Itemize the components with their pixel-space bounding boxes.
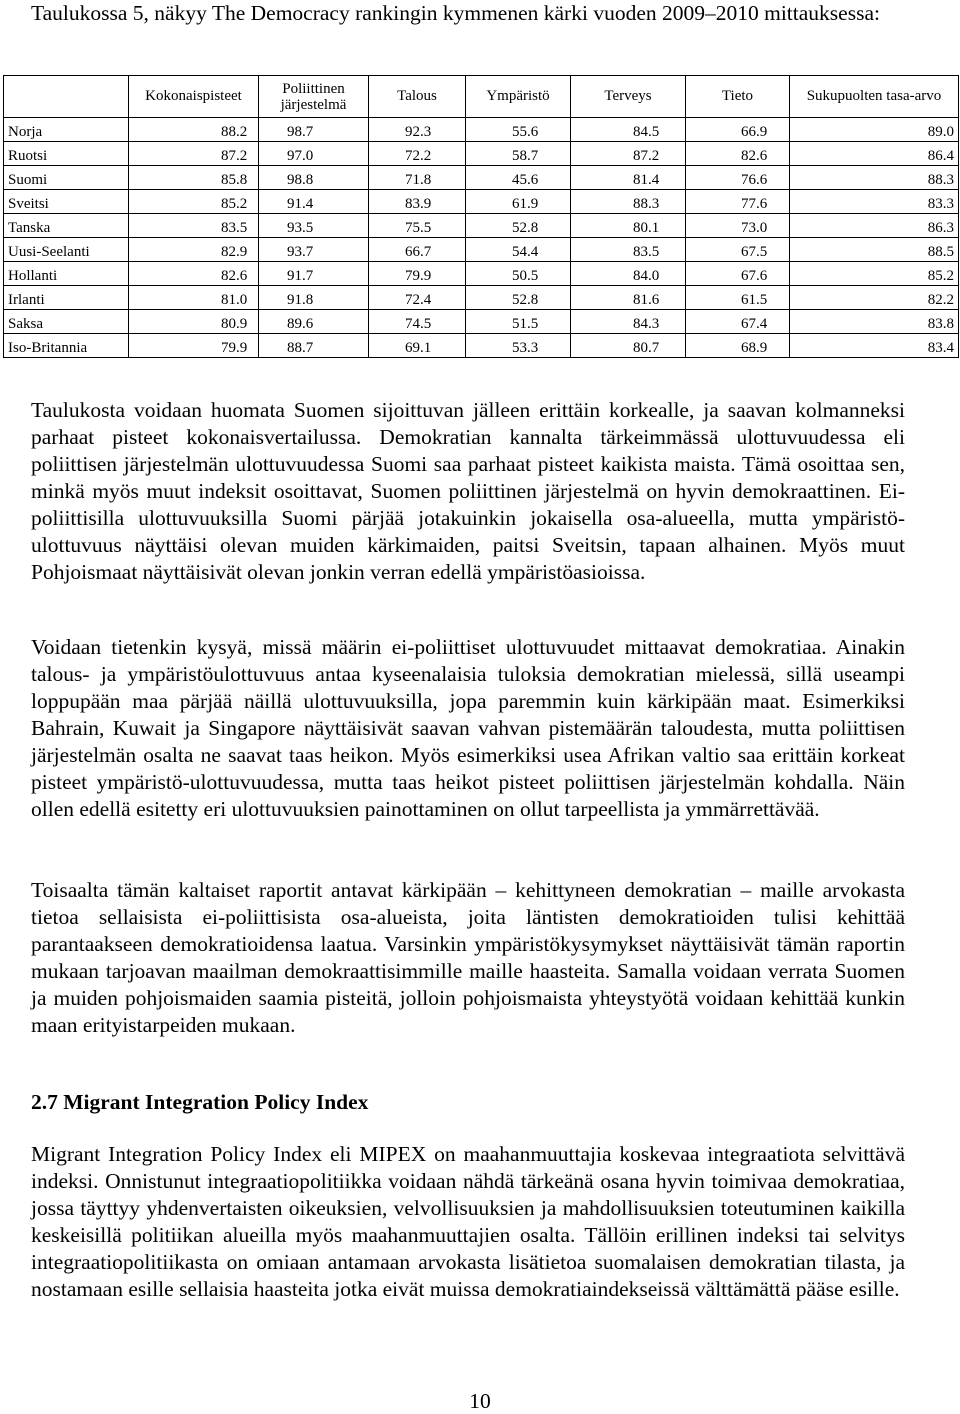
knowledge-cell: 82.6 (686, 142, 790, 166)
knowledge-cell: 61.5 (686, 286, 790, 310)
total-cell: 82.9 (129, 238, 259, 262)
economy-cell: 74.5 (369, 310, 466, 334)
total-cell: 80.9 (129, 310, 259, 334)
table-row (4, 310, 959, 334)
gender-cell: 86.3 (790, 214, 959, 238)
political-cell: 91.4 (259, 190, 369, 214)
environment-cell: 51.5 (466, 310, 571, 334)
header-economy: Talous (369, 76, 466, 118)
health-cell: 84.3 (571, 310, 686, 334)
table-intro-text: Taulukossa 5, näkyy The Democracy rankingin kymmenen kärki vuoden 2009–2010 mittauksessa: (31, 1, 880, 25)
environment-cell: 52.8 (466, 286, 571, 310)
gender-cell: 85.2 (790, 262, 959, 286)
table-row (4, 214, 959, 238)
environment-cell: 61.9 (466, 190, 571, 214)
gender-cell: 83.4 (790, 334, 959, 358)
environment-cell: 52.8 (466, 214, 571, 238)
table-row (4, 190, 959, 214)
paragraph-4: Migrant Integration Policy Index eli MIPEX on maahanmuuttajia koskevaa integraatiota selvittävä indeksi. Onnistunut integraatiopolitiikka voidaan nähdä tärkeänä osana hyvin toimivaa demokratiaa, jossa täyttyy yhdenvertaisten oikeuksien, velvollisuuksien ja mahdollisuuksien toteutuminen kaikilla keskeisillä politiikan alueilla myös maahanmuuttajien osalta. Tällöin erillinen indeksi tai selvitys integraatiopolitiikasta on omiaan antamaan arvokasta lisätietoa suomalaisen demokratian tilasta, ja nostamaan esille sellaisia haasteita jotka eivät muissa demokratiaindekseissä välttämättä pääse esille. (31, 1142, 905, 1301)
country-cell: Saksa (4, 310, 129, 334)
header-environment: Ympäristö (466, 76, 571, 118)
political-cell: 91.7 (259, 262, 369, 286)
total-cell: 81.0 (129, 286, 259, 310)
gender-cell: 86.4 (790, 142, 959, 166)
economy-cell: 66.7 (369, 238, 466, 262)
country-cell: Iso-Britannia (4, 334, 129, 358)
knowledge-cell: 77.6 (686, 190, 790, 214)
political-cell: 91.8 (259, 286, 369, 310)
paragraph-3: Toisaalta tämän kaltaiset raportit antavat kärkipään – kehittyneen demokratian – maille arvokasta tietoa sellaisista ei-poliittisista osa-alueista, joita läntisten demokratioiden tulisi kehittää parantaakseen demokratioidensa laatua. Varsinkin ympäristökysymykset näyttäisivät tämän raportin mukaan tarjoavan maailman demokraattisimmille maille haasteita. Samalla voidaan verrata Suomen ja muiden pohjoismaiden saamia pisteitä, jolloin pohjoismaista yhteystyötä voidaan kehittää kunkin maan erityistarpeiden mukaan. (31, 878, 905, 1037)
country-cell: Ruotsi (4, 142, 129, 166)
political-cell: 98.7 (259, 118, 369, 142)
environment-cell: 55.6 (466, 118, 571, 142)
table-row (4, 286, 959, 310)
table-row (4, 118, 959, 142)
header-political-system (259, 76, 369, 118)
health-cell: 83.5 (571, 238, 686, 262)
total-cell: 85.8 (129, 166, 259, 190)
democracy-ranking-table (3, 75, 959, 358)
economy-cell: 71.8 (369, 166, 466, 190)
table-row (4, 238, 959, 262)
economy-cell: 83.9 (369, 190, 466, 214)
total-cell: 83.5 (129, 214, 259, 238)
country-cell: Uusi-Seelanti (4, 238, 129, 262)
page-number: 10 (469, 1389, 491, 1413)
header-political-line1: Poliittinen (282, 80, 345, 97)
economy-cell: 72.4 (369, 286, 466, 310)
political-cell: 89.6 (259, 310, 369, 334)
health-cell: 87.2 (571, 142, 686, 166)
table-header-row (4, 76, 959, 118)
header-health: Terveys (571, 76, 686, 118)
environment-cell: 45.6 (466, 166, 571, 190)
header-knowledge: Tieto (686, 76, 790, 118)
country-cell: Irlanti (4, 286, 129, 310)
knowledge-cell: 68.9 (686, 334, 790, 358)
economy-cell: 72.2 (369, 142, 466, 166)
country-cell: Norja (4, 118, 129, 142)
total-cell: 79.9 (129, 334, 259, 358)
paragraph-2: Voidaan tietenkin kysyä, missä määrin ei-poliittiset ulottuvuudet mittaavat demokratiaa. Ainakin talous- ja ympäristöulottuvuus antaa kyseenalaisia tuloksia demokratian mielessä, sillä useampi loppupään maa pärjää näillä ulottuvuuksilla, jopa paremmin kuin kärkipään maat. Esimerkiksi Bahrain, Kuwait ja Singapore näyttäisivät saavan vahvan pistemäärän taloudesta, mutta poliittisen järjestelmän osalta ne saavat taas heikon. Myös esimerkiksi usea Afrikan valtio saa erittäin korkeat pisteet ympäristö-ulottuvuudessa, mutta taas heikot pisteet poliittisen järjestelmän kohdalla. Näin ollen edellä esitetty eri ulottuvuuksien painottaminen on ollut tarpeellista ja ymmärrettävää. (31, 635, 905, 821)
knowledge-cell: 66.9 (686, 118, 790, 142)
header-total: Kokonaispisteet (129, 76, 259, 118)
country-cell: Sveitsi (4, 190, 129, 214)
political-cell: 97.0 (259, 142, 369, 166)
country-cell: Hollanti (4, 262, 129, 286)
environment-cell: 54.4 (466, 238, 571, 262)
health-cell: 88.3 (571, 190, 686, 214)
section-heading: 2.7 Migrant Integration Policy Index (31, 1090, 369, 1114)
gender-cell: 83.3 (790, 190, 959, 214)
country-cell: Suomi (4, 166, 129, 190)
gender-cell: 83.8 (790, 310, 959, 334)
gender-cell: 82.2 (790, 286, 959, 310)
header-political-line2: järjestelmä (280, 96, 347, 113)
knowledge-cell: 76.6 (686, 166, 790, 190)
country-cell: Tanska (4, 214, 129, 238)
knowledge-cell: 67.6 (686, 262, 790, 286)
economy-cell: 75.5 (369, 214, 466, 238)
health-cell: 84.5 (571, 118, 686, 142)
environment-cell: 58.7 (466, 142, 571, 166)
economy-cell: 69.1 (369, 334, 466, 358)
table-row (4, 262, 959, 286)
table-row (4, 142, 959, 166)
header-country (4, 76, 129, 118)
total-cell: 82.6 (129, 262, 259, 286)
paragraph-1: Taulukosta voidaan huomata Suomen sijoittuvan jälleen erittäin korkealle, ja saavan kolmanneksi parhaat pisteet kokonaisvertailussa. Demokratian kannalta tärkeimmässä ulottuvuudessa eli poliittisen järjestelmän ulottuvuudessa Suomi saa parhaat pisteet kaikista maista. Tämä osoittaa sen, minkä myös muut indeksit osoittavat, Suomen poliittinen järjestelmä on hyvin demokraattinen. Ei-poliittisilla ulottuvuuksilla Suomi pärjää jotakuinkin jokaisella osa-alueella, mutta ympäristö-ulottuvuus näyttäisi olevan muiden kärkimaiden, paitsi Sveitsin, tapaan alhainen. Myös muut Pohjoismaat näyttäisivät olevan jonkin verran edellä ympäristöasioissa. (31, 398, 905, 584)
gender-cell: 88.5 (790, 238, 959, 262)
economy-cell: 79.9 (369, 262, 466, 286)
knowledge-cell: 73.0 (686, 214, 790, 238)
table-row (4, 334, 959, 358)
total-cell: 85.2 (129, 190, 259, 214)
total-cell: 88.2 (129, 118, 259, 142)
environment-cell: 50.5 (466, 262, 571, 286)
political-cell: 98.8 (259, 166, 369, 190)
health-cell: 81.4 (571, 166, 686, 190)
environment-cell: 53.3 (466, 334, 571, 358)
header-gender-equality: Sukupuolten tasa-arvo (790, 76, 959, 118)
total-cell: 87.2 (129, 142, 259, 166)
political-cell: 93.5 (259, 214, 369, 238)
political-cell: 88.7 (259, 334, 369, 358)
political-cell: 93.7 (259, 238, 369, 262)
health-cell: 80.7 (571, 334, 686, 358)
health-cell: 84.0 (571, 262, 686, 286)
table-row (4, 166, 959, 190)
knowledge-cell: 67.5 (686, 238, 790, 262)
health-cell: 80.1 (571, 214, 686, 238)
health-cell: 81.6 (571, 286, 686, 310)
economy-cell: 92.3 (369, 118, 466, 142)
gender-cell: 89.0 (790, 118, 959, 142)
gender-cell: 88.3 (790, 166, 959, 190)
knowledge-cell: 67.4 (686, 310, 790, 334)
